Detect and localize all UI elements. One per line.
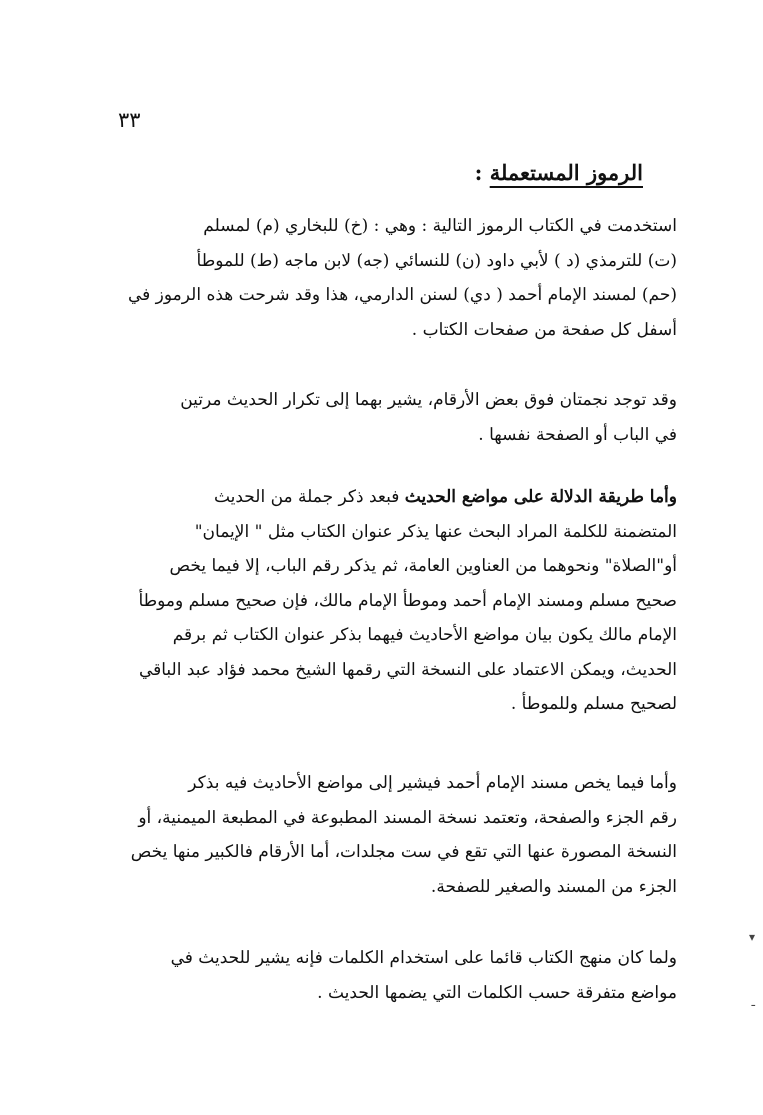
paragraph-approach: [79, 941, 677, 1010]
paragraph-line: النسخة المصورة عنها التي تقع في ست مجلدات، أما الأرقام فالكبير منها يخص: [130, 842, 677, 862]
lead-line-rest: فبعد ذكر جملة من الحديث: [213, 487, 405, 507]
paragraph-line: (حم) لمسند الإمام أحمد ( دي) لسنن الدارمي، هذا وقد شرحت هذه الرموز في: [127, 285, 677, 305]
paragraph-line: المتضمنة للكلمة المراد البحث عنها يذكر عنوان الكتاب مثل " الإيمان": [194, 521, 677, 542]
paragraph-line: في الباب أو الصفحة نفسها .: [478, 424, 677, 445]
paragraph-line: الحديث، ويمكن الاعتماد على النسخة التي رقمها الشيخ محمد فؤاد عبد الباقي: [138, 659, 677, 680]
paragraph-method: [79, 480, 677, 722]
paragraph-line: استخدمت في الكتاب الرموز التالية : وهي : (خ) للبخاري (م) لمسلم: [203, 216, 677, 236]
margin-mark: ▾: [748, 930, 755, 944]
paragraph-line: صحيح مسلم ومسند الإمام أحمد وموطأ الإمام مالك، فإن صحيح مسلم وموطأ: [138, 590, 677, 611]
bold-lead-text: وأما طريقة الدلالة على مواضع الحديث: [404, 487, 677, 507]
paragraph-line: (ت) للترمذي (د ) لأبي داود (ن) للنسائي (جه) لابن ماجه (ط) للموطأ: [196, 250, 677, 271]
paragraph-line: الجزء من المسند والصغير للصفحة.: [430, 876, 677, 897]
section-title-colon: :: [474, 160, 490, 185]
paragraph-symbols: [79, 209, 677, 347]
paragraph-stars: [79, 383, 677, 452]
paragraph-line: لصحيح مسلم وللموطأ .: [510, 694, 677, 714]
paragraph-line: الإمام مالك يكون بيان مواضع الأحاديث فيهما بذكر عنوان الكتاب ثم برقم: [172, 625, 677, 645]
paragraph-line: [79, 480, 677, 515]
paragraph-line: وأما فيما يخص مسند الإمام أحمد فيشير إلى مواضع الأحاديث فيه بذكر: [188, 773, 677, 793]
paragraph-musnad: [79, 766, 677, 904]
paragraph-line: أو"الصلاة" ونحوهما من العناوين العامة، ثم يذكر رقم الباب، إلا فيما يخص: [169, 556, 677, 576]
page-number: ٣٣: [118, 108, 141, 132]
paragraph-line: أسفل كل صفحة من صفحات الكتاب .: [411, 319, 677, 340]
paragraph-line: رقم الجزء والصفحة، وتعتمد نسخة المسند المطبوعة في المطبعة الميمنية، أو: [138, 807, 677, 828]
paragraph-line: مواضع متفرقة حسب الكلمات التي يضمها الحديث .: [317, 982, 677, 1003]
section-title-text: الرموز المستعملة: [489, 160, 643, 185]
margin-mark: ـ: [751, 995, 755, 1009]
paragraph-line: ولما كان منهج الكتاب قائما على استخدام الكلمات فإنه يشير للحديث في: [170, 948, 677, 968]
paragraph-line: وقد توجد نجمتان فوق بعض الأرقام، يشير بهما إلى تكرار الحديث مرتين: [180, 390, 677, 410]
section-title: [475, 160, 643, 185]
